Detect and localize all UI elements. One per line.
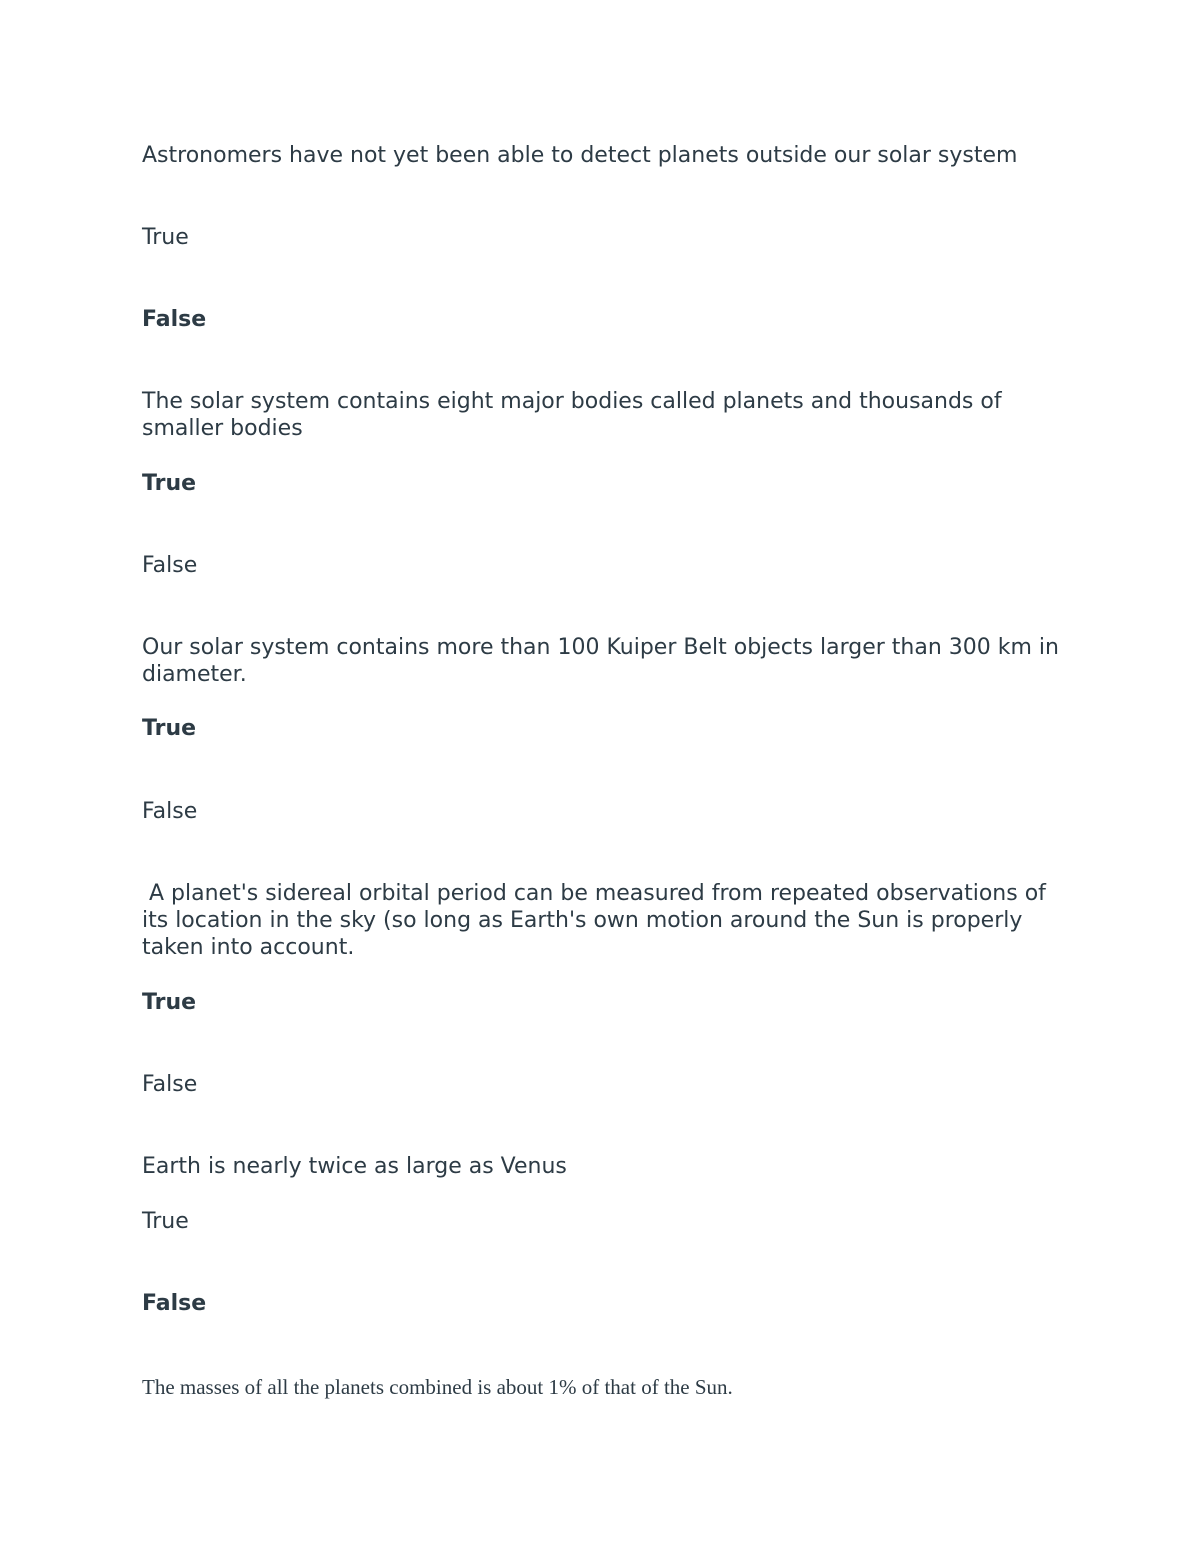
question-2-option-true: True: [142, 471, 197, 496]
question-1-option-true: True: [142, 225, 189, 250]
question-4-text: A planet's sidereal orbital period can be measured from repeated observations of its location in the sky (so long as Earth's own motion around the Sun is properly taken into account.: [142, 881, 1053, 960]
question-5-option-false: False: [142, 1291, 207, 1316]
question-3-text: Our solar system contains more than 100 Kuiper Belt objects larger than 300 km in diameter.: [142, 635, 1059, 687]
question-5-option-true: True: [142, 1209, 189, 1234]
question-2-option-false: False: [142, 553, 198, 578]
question-5-text: Earth is nearly twice as large as Venus: [142, 1154, 567, 1179]
question-4-option-true: True: [142, 990, 197, 1015]
question-6-text: The masses of all the planets combined is about 1% of that of the Sun.: [142, 1375, 733, 1399]
question-4-option-false: False: [142, 1072, 198, 1097]
question-2-text: The solar system contains eight major bodies called planets and thousands of smaller bodies: [142, 389, 1002, 441]
question-1-option-false: False: [142, 307, 207, 332]
question-1-text: Astronomers have not yet been able to detect planets outside our solar system: [142, 143, 1018, 168]
question-3-option-true: True: [142, 716, 197, 741]
question-3-option-false: False: [142, 799, 198, 824]
